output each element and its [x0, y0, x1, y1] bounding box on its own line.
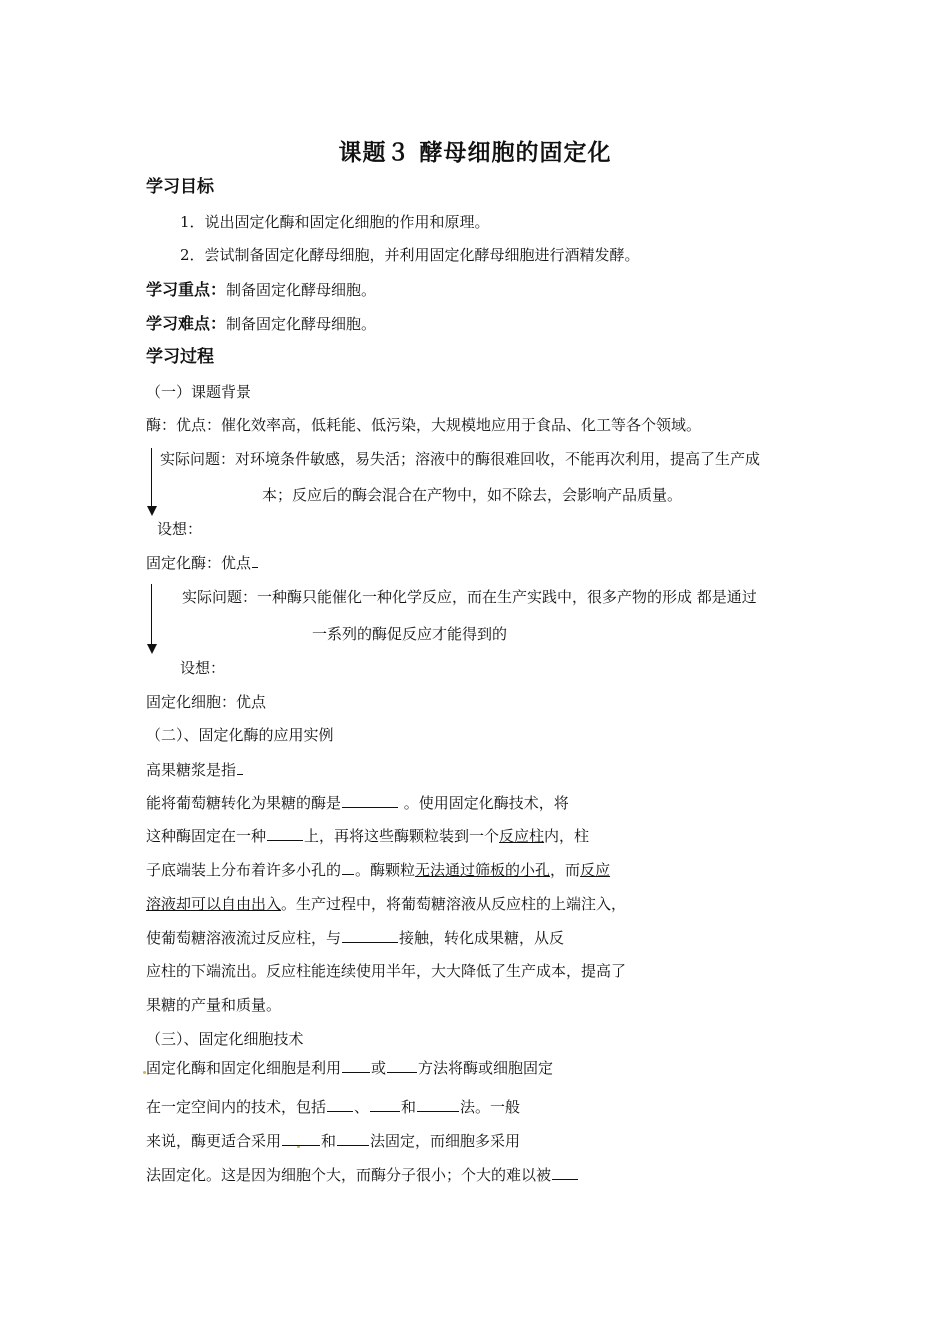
text: 这种酶固定在一种 — [146, 827, 267, 845]
objective-item-2: 2．尝试制备固定化酵母细胞，并利用固定化酵母细胞进行酒精发酵。 — [180, 246, 640, 264]
sec2-line-5 — [146, 894, 626, 914]
text: 接触，转化成果糖，从反 — [399, 929, 565, 947]
enzyme-advantages: 酶：优点：催化效率高，低耗能、低污染，大规模地应用于食品、化工等各个领域。 — [146, 416, 702, 434]
text: 在一定空间内的技术，包括 — [146, 1098, 327, 1116]
difficulty — [146, 314, 376, 334]
page-title: 课题３ 酵母细胞的固定化 — [338, 140, 612, 166]
blank — [342, 928, 398, 943]
blank — [342, 793, 398, 808]
difficulty-label: 学习难点： — [146, 314, 227, 333]
problem2-line-a: 实际问题：一种酶只能催化一种化学反应，而在生产实践中，很多产物的形成 都是通过 — [182, 588, 757, 606]
key-point-label: 学习重点： — [146, 280, 227, 299]
sec2-line-8: 果糖的产量和质量。 — [146, 996, 282, 1014]
text: 方法将酶或细胞固定 — [418, 1059, 554, 1077]
sec2-line-4 — [146, 860, 610, 880]
idea-1: 设想： — [157, 520, 203, 538]
underlined-text: 无法通过筛板的小孔 — [415, 861, 551, 879]
idea-2: 设想： — [180, 659, 226, 677]
arrow-down-icon — [147, 506, 157, 516]
key-point — [146, 280, 376, 300]
objectives-heading: 学习目标 — [146, 177, 214, 197]
underlined-text: 反应柱 — [499, 827, 545, 845]
blank — [337, 1131, 369, 1146]
text: 或 — [371, 1059, 387, 1077]
text: 法固定化。这是因为细胞个大，而酶分子很小；个大的难以被 — [146, 1166, 552, 1184]
text: 来说，酶更适合采用 — [146, 1132, 282, 1150]
difficulty-text: 制备固定化酵母细胞。 — [226, 315, 377, 333]
blank — [552, 1165, 578, 1180]
blank — [327, 1097, 353, 1112]
sec2-line-7: 应柱的下端流出。反应柱能连续使用半年，大大降低了生产成本，提高了 — [146, 962, 627, 980]
underlined-text: 反应 — [580, 861, 611, 879]
sec2-line-2 — [146, 793, 569, 813]
text: 和 — [321, 1132, 337, 1150]
section3-heading: （三）、固定化细胞技术 — [146, 1030, 304, 1048]
text: ，而 — [550, 861, 581, 879]
sec3-line-4 — [146, 1165, 579, 1185]
problem1-line-b: 本；反应后的酶会混合在产物中，如不除去，会影响产品质量。 — [262, 486, 683, 504]
key-point-text: 制备固定化酵母细胞。 — [226, 281, 377, 299]
text: 高果糖浆是指 — [146, 761, 237, 779]
problem2-line-b: 一系列的酶促反应才能得到的 — [312, 625, 508, 643]
blank — [342, 1058, 370, 1073]
problem1-line-a: 实际问题：对环境条件敏感，易失活；溶液中的酶很难回收，不能再次利用，提高了生产成 — [160, 450, 761, 468]
text: 、 — [354, 1098, 370, 1116]
sec3-line-2 — [146, 1097, 520, 1117]
section2-heading: （二）、固定化酶的应用实例 — [146, 726, 334, 744]
text: 能将葡萄糖转化为果糖的酶是 — [146, 794, 342, 812]
underlined-text: 溶液却可以自由出入 — [146, 895, 282, 913]
blank — [267, 826, 303, 841]
sec3-line-1 — [146, 1058, 553, 1078]
fixed-cell-advantage: 固定化细胞：优点 — [146, 693, 267, 711]
sec3-line-3 — [146, 1131, 520, 1151]
blank — [252, 553, 258, 568]
text: 内，柱 — [544, 827, 590, 845]
blank — [387, 1058, 417, 1073]
text: 法。一般 — [460, 1098, 521, 1116]
text: 。使用固定化酶技术，将 — [399, 794, 569, 812]
blank — [237, 760, 243, 775]
fixed-enzyme-advantage — [146, 553, 259, 573]
blank — [282, 1131, 320, 1146]
arrow-down-icon — [147, 644, 157, 654]
sec2-line-6 — [146, 928, 564, 948]
text: 法固定，而细胞多采用 — [370, 1132, 521, 1150]
arrow-line-1 — [151, 448, 152, 508]
blank — [370, 1097, 400, 1112]
sec2-line-1 — [146, 760, 244, 780]
fixed-enzyme-text: 固定化酶：优点 — [146, 554, 252, 572]
text: 。生产过程中，将葡萄糖溶液从反应柱的上端注入， — [281, 895, 627, 913]
text: 子底端装上分布着许多小孔的 — [146, 861, 342, 879]
text: 和 — [401, 1098, 417, 1116]
blank — [417, 1097, 459, 1112]
arrow-line-2 — [151, 584, 152, 646]
text: 使葡萄糖溶液流过反应柱，与 — [146, 929, 342, 947]
section1-heading: （一）课题背景 — [146, 383, 252, 401]
blank — [342, 860, 354, 875]
text: 。酶颗粒 — [355, 861, 416, 879]
process-heading: 学习过程 — [146, 347, 214, 367]
text: 固定化酶和固定化细胞是利用 — [146, 1059, 342, 1077]
sec2-line-3 — [146, 826, 589, 846]
objective-item-1: 1．说出固定化酶和固定化细胞的作用和原理。 — [180, 213, 490, 231]
text: 上，再将这些酶颗粒装到一个 — [304, 827, 500, 845]
